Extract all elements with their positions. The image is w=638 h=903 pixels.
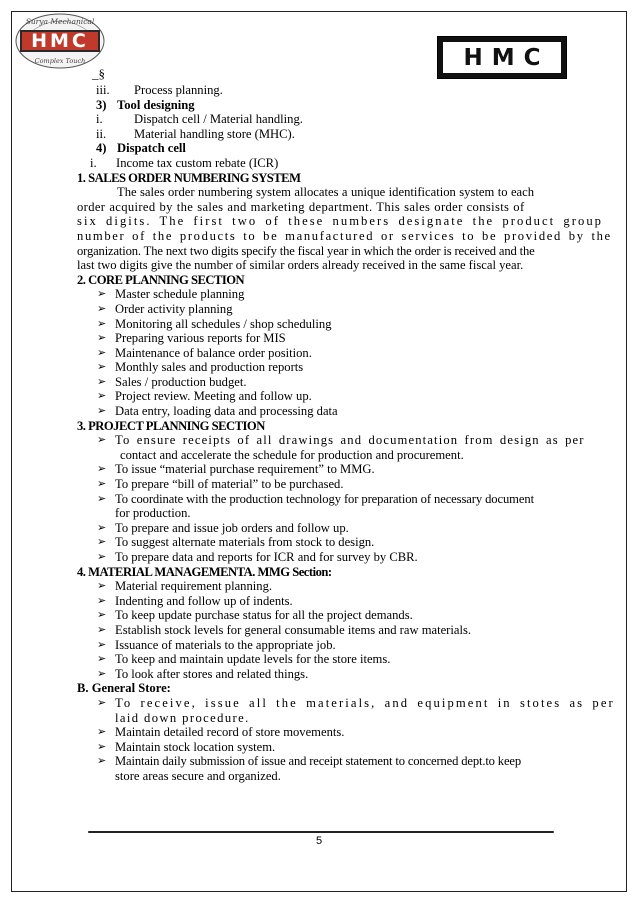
logo-left-top-text: Surya Mechanical xyxy=(25,17,95,26)
section-heading: 3. PROJECT PLANNING SECTION xyxy=(77,418,265,433)
footer-divider xyxy=(88,831,554,833)
bullet-item: ➢ Maintain stock location system. xyxy=(77,740,561,755)
bullet-item: ➢ To receive, issue all the materials, and equipment in stotes as per xyxy=(77,696,561,711)
bullet-item: ➢ Maintain detailed record of store movements. xyxy=(77,725,561,740)
bullet-item: ➢ Issuance of materials to the appropriate job. xyxy=(77,638,561,653)
bullet-item: ➢ To suggest alternate materials from stock to design. xyxy=(77,535,561,550)
bullet-item-continuation: store areas secure and organized. xyxy=(115,768,281,783)
bullet-item: ➢ Sales / production budget. xyxy=(77,375,561,390)
item-text: Material handling store (MHC). xyxy=(134,126,295,141)
subsection-title: A. MMG Section: xyxy=(243,564,332,579)
bullet-item: ➢ Maintain daily submission of issue and receipt statement to concerned dept.to keep xyxy=(77,754,561,769)
paragraph-line: order acquired by the sales and marketing department. This sales order consists of xyxy=(77,199,525,214)
document-body xyxy=(77,83,615,784)
bullet-item-continuation: for production. xyxy=(115,506,191,521)
bullet-item: ➢ Master schedule planning xyxy=(77,287,561,302)
list-item xyxy=(77,98,561,113)
bullet-item-continuation: laid down procedure. xyxy=(115,710,250,725)
list-item xyxy=(77,83,561,98)
item-text: Process planning. xyxy=(134,83,223,97)
bullet-item: ➢ Project review. Meeting and follow up. xyxy=(77,389,561,404)
company-logo-left xyxy=(14,12,106,72)
section-heading xyxy=(77,565,561,580)
item-text: Dispatch cell / Material handling. xyxy=(134,112,303,127)
page-number: 5 xyxy=(315,835,323,847)
bullet-item: ➢ To prepare and issue job orders and follow up. xyxy=(77,521,561,536)
section-heading: 1. SALES ORDER NUMBERING SYSTEM xyxy=(77,170,301,185)
list-item xyxy=(77,141,561,156)
bullet-item: ➢ To prepare “bill of material” to be purchased. xyxy=(77,477,561,492)
item-number: 4) xyxy=(96,141,107,156)
bullet-item-continuation: contact and accelerate the schedule for production and procurement. xyxy=(120,447,464,462)
item-number: iii. xyxy=(96,83,110,97)
bullet-item: ➢ To ensure receipts of all drawings and documentation from design as per xyxy=(77,433,561,448)
section-title: 4. MATERIAL MANAGEMENT xyxy=(77,564,244,579)
logo-right-text: HMC xyxy=(463,44,550,71)
paragraph-line: organization. The next two digits specify the fiscal year in which the order is received and the xyxy=(77,243,535,258)
paragraph xyxy=(77,185,612,273)
paragraph-line: last two digits give the number of similar orders already received in the same fiscal year. xyxy=(77,258,524,273)
bullet-item: ➢ Monitoring all schedules / shop scheduling xyxy=(77,317,561,332)
bullet-item: ➢ To keep and maintain update levels for the store items. xyxy=(77,652,561,667)
bullet-item: ➢ Indenting and follow up of indents. xyxy=(77,594,561,609)
bullet-item: ➢ To look after stores and related things. xyxy=(77,667,561,682)
list-item xyxy=(77,112,561,127)
paragraph-line: six digits. The first two of these numbers designate the product group xyxy=(77,214,604,229)
paragraph-line: number of the products to be manufactured or services to be provided by the xyxy=(77,228,612,243)
item-text: Dispatch cell xyxy=(117,141,186,156)
item-text: Income tax custom rebate (ICR) xyxy=(116,155,279,170)
bullet-item: ➢ Order activity planning xyxy=(77,302,561,317)
bullet-item: ➢ To keep update purchase status for all the project demands. xyxy=(77,608,561,623)
company-logo-right xyxy=(437,36,567,79)
list-item xyxy=(77,127,561,142)
item-number: i. xyxy=(90,155,97,170)
bullet-item: ➢ To issue “material purchase requirement” to MMG. xyxy=(77,462,561,477)
bullet-item: ➢ Material requirement planning. xyxy=(77,579,561,594)
bullet-item: ➢ Preparing various reports for MIS xyxy=(77,331,561,346)
section-heading: 2. CORE PLANNING SECTION xyxy=(77,272,245,287)
bullet-item: ➢ To coordinate with the production technology for preparation of necessary document xyxy=(77,492,561,507)
bullet-item: ➢ Data entry, loading data and processing data xyxy=(77,404,561,419)
stray-mark: _§ xyxy=(92,66,105,81)
bullet-item: ➢ Maintenance of balance order position. xyxy=(77,346,561,361)
logo-left-bottom-text: Complex Touch xyxy=(34,57,86,65)
bullet-item: ➢ To prepare data and reports for ICR and for survey by CBR. xyxy=(77,550,561,565)
bullet-item: ➢ Establish stock levels for general consumable items and raw materials. xyxy=(77,623,561,638)
section-heading: B. General Store: xyxy=(77,681,171,696)
list-item xyxy=(77,156,561,171)
item-number: i. xyxy=(96,112,103,127)
bullet-item: ➢ Monthly sales and production reports xyxy=(77,360,561,375)
paragraph-line: The sales order numbering system allocates a unique identification system to each xyxy=(117,185,535,200)
item-text: Tool designing xyxy=(117,97,195,112)
logo-left-main-text: HMC xyxy=(31,30,89,52)
item-number: 3) xyxy=(96,97,107,112)
item-number: ii. xyxy=(96,126,107,141)
